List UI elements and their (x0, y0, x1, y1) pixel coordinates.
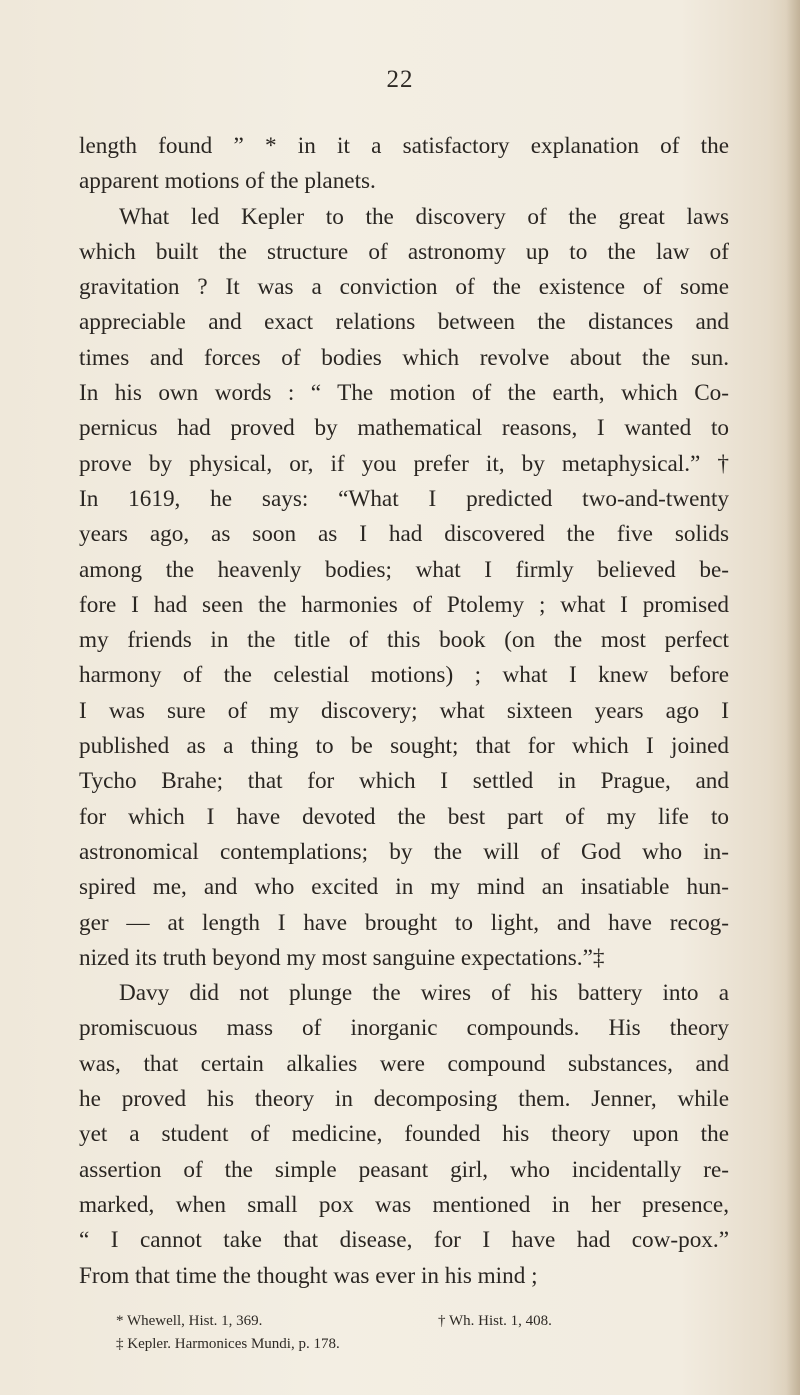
text-line: length found ” * in it a satisfactory explanation of the (79, 133, 729, 159)
footnote-whewell: * Whewell, Hist. 1, 369. (116, 1313, 263, 1329)
page-edge-shadow (786, 0, 800, 1395)
text-line: assertion of the simple peasant girl, who incidentally re- (79, 1156, 729, 1183)
footnote-wh-hist: † Wh. Hist. 1, 408. (438, 1313, 552, 1329)
text-line: astronomical contemplations; by the will of God who in- (79, 838, 729, 865)
text-line: pernicus had proved by mathematical reasons, I wanted to (79, 415, 729, 442)
text-line: nized its truth beyond my most sanguine expectations.”‡ (79, 944, 605, 971)
text-line: spired me, and who excited in my mind an insatiable hun- (79, 874, 729, 901)
body-text (79, 129, 729, 1294)
text-line: “ I cannot take that disease, for I have had cow-pox.” (79, 1227, 729, 1254)
text-line: for which I have devoted the best part of my life to (79, 803, 729, 830)
text-line: marked, when small pox was mentioned in her presence, (79, 1191, 729, 1218)
text-line: promiscuous mass of inorganic compounds. His theory (79, 1015, 729, 1042)
text-line: among the heavenly bodies; what I firmly believed be- (79, 556, 729, 583)
text-line: ger — at length I have brought to light, and have recog- (79, 909, 729, 936)
text-line: harmony of the celestial motions) ; what I knew before (79, 662, 729, 689)
text-line: What led Kepler to the discovery of the great laws (119, 203, 729, 230)
text-line: was, that certain alkalies were compound substances, and (79, 1050, 729, 1077)
text-line: From that time the thought was ever in his mind ; (79, 1262, 538, 1289)
footnote-kepler: ‡ Kepler. Harmonices Mundi, p. 178. (116, 1336, 340, 1352)
text-line: prove by physical, or, if you prefer it, by metaphysical.” † (79, 450, 729, 477)
footnote-row (116, 1310, 716, 1333)
text-line: In his own words : “ The motion of the earth, which Co- (79, 380, 729, 407)
text-line: apparent motions of the planets. (79, 168, 376, 195)
footnote-row (116, 1333, 716, 1356)
text-line: yet a student of medicine, founded his theory upon the (79, 1121, 729, 1148)
text-line: years ago, as soon as I had discovered the five solids (79, 521, 729, 548)
text-line: In 1619, he says: “What I predicted two-and-twenty (79, 485, 729, 512)
page-number: 22 (386, 66, 414, 93)
text-line: published as a thing to be sought; that for which I joined (79, 733, 729, 760)
text-line: my friends in the title of this book (on the most perfect (79, 627, 729, 654)
text-line: Davy did not plunge the wires of his battery into a (119, 980, 729, 1007)
text-line: which built the structure of astronomy up to the law of (79, 238, 729, 265)
text-line: appreciable and exact relations between the distances and (79, 309, 729, 336)
text-line: times and forces of bodies which revolve about the sun. (79, 344, 729, 371)
text-line: Tycho Brahe; that for which I settled in Prague, and (79, 768, 729, 795)
footnotes (116, 1310, 716, 1356)
text-line: he proved his theory in decomposing them. Jenner, while (79, 1086, 729, 1113)
text-line: fore I had seen the harmonies of Ptolemy ; what I promised (79, 591, 729, 618)
text-line: I was sure of my discovery; what sixteen years ago I (79, 697, 729, 724)
text-line: gravitation ? It was a conviction of the existence of some (79, 274, 729, 301)
